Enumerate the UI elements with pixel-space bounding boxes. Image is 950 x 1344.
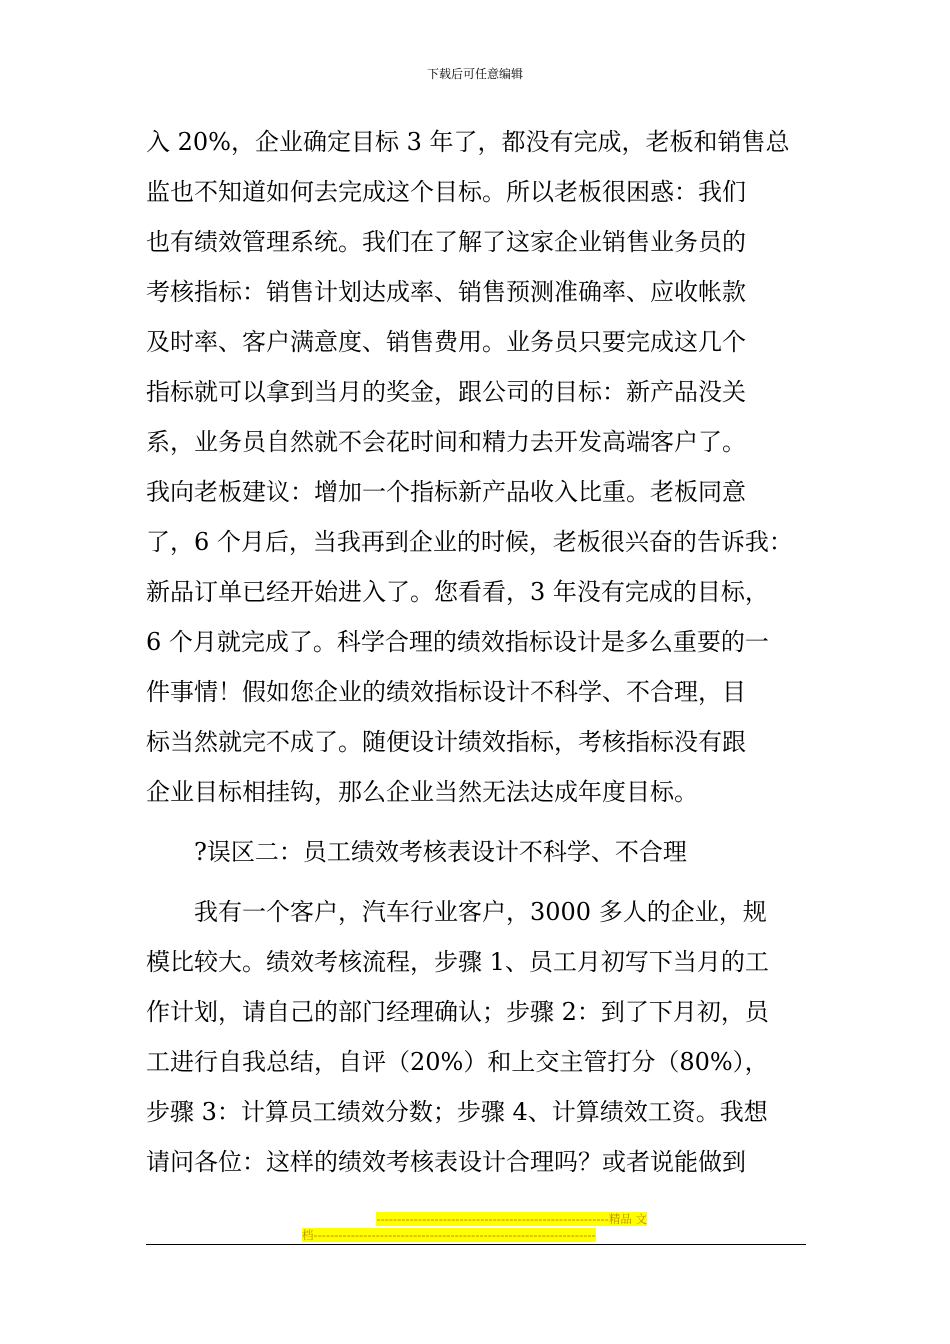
text-line: 我向老板建议：增加一个指标新产品收入比重。老板同意: [146, 478, 746, 506]
text-line: 请问各位：这样的绩效考核表设计合理吗？或者说能做到: [146, 1148, 746, 1176]
text-line: 我有一个客户，汽车行业客户，3000 多人的企业，规: [194, 898, 767, 926]
text-line: 步骤 3：计算员工绩效分数；步骤 4、计算绩效工资。我想: [146, 1098, 768, 1126]
text-line: 企业目标相挂钩，那么企业当然无法达成年度目标。: [146, 778, 698, 806]
text-line: 也有绩效管理系统。我们在了解了这家企业销售业务员的: [146, 228, 746, 256]
text-line: 了，6 个月后，当我再到企业的时候，老板很兴奋的告诉我：: [146, 528, 793, 556]
footer-divider: [146, 1244, 806, 1245]
footer-line-2: 档--------------------------------------------------------------------: [302, 1228, 596, 1242]
page-header: 下载后可任意编辑: [426, 67, 523, 81]
section-heading: ?误区二：员工绩效考核表设计不科学、不合理: [194, 838, 687, 866]
paragraph-1: [146, 117, 811, 817]
text-line: 作计划，请自己的部门经理确认；步骤 2：到了下月初，员: [146, 998, 769, 1026]
text-line: 6 个月就完成了。科学合理的绩效指标设计是多么重要的一: [146, 628, 769, 656]
text-line: 新品订单已经开始进入了。您看看，3 年没有完成的目标，: [146, 578, 769, 606]
text-line: 及时率、客户满意度、销售费用。业务员只要完成这几个: [146, 328, 746, 356]
text-line: 系，业务员自然就不会花时间和精力去开发高端客户了。: [146, 428, 746, 456]
document-body: [146, 117, 811, 1187]
text-line: 模比较大。绩效考核流程，步骤 1、员工月初写下当月的工: [146, 948, 769, 976]
text-line: 标当然就完不成了。随便设计绩效指标，考核指标没有跟: [146, 728, 746, 756]
paragraph-2: [146, 887, 811, 1187]
footer-line-1: --------------------------------------------------------精品 文: [376, 1212, 647, 1226]
text-line: 考核指标：销售计划达成率、销售预测准确率、应收帐款: [146, 278, 746, 306]
text-line: 指标就可以拿到当月的奖金，跟公司的目标：新产品没关: [146, 378, 746, 406]
footer-watermark: [302, 1211, 647, 1243]
text-line: 入 20%，企业确定目标 3 年了，都没有完成，老板和销售总: [146, 128, 790, 156]
text-line: 监也不知道如何去完成这个目标。所以老板很困惑：我们: [146, 178, 746, 206]
text-line: 工进行自我总结，自评（20%）和上交主管打分（80%），: [146, 1048, 769, 1076]
text-line: 件事情！假如您企业的绩效指标设计不科学、不合理，目: [146, 678, 746, 706]
